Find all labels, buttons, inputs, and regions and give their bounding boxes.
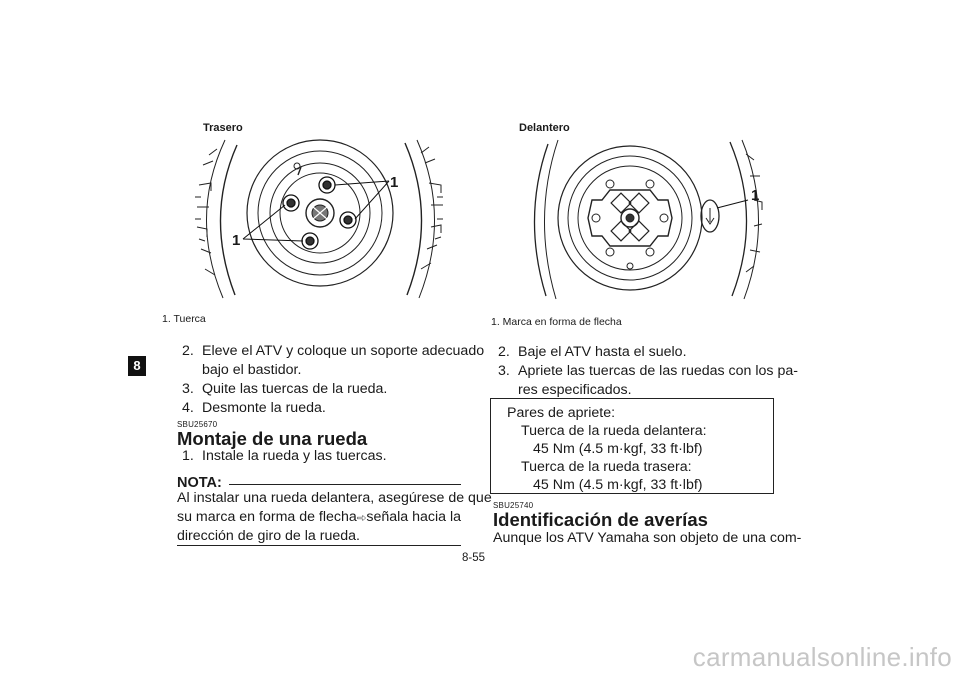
watermark-text: carmanualsonline.info <box>692 642 952 672</box>
section-code: SBU25740 <box>493 501 534 510</box>
section-intro-text: Aunque los ATV Yamaha son objeto de una com- <box>493 530 802 546</box>
nota-divider-bottom <box>177 545 461 546</box>
front-figure-caption: 1. Marca en forma de flecha <box>491 316 622 328</box>
rear-wheel-illustration <box>185 135 455 300</box>
section-heading: Montaje de una rueda <box>177 428 368 449</box>
front-figure-label: Delantero <box>519 122 570 134</box>
nota-text-line-3: dirección de giro de la rueda. <box>177 528 360 544</box>
nota-label: NOTA: <box>177 475 222 491</box>
spec-front-label: Tuerca de la rueda delantera: <box>521 423 707 439</box>
front-wheel-illustration <box>530 134 770 302</box>
spec-front-value: 45 Nm (4.5 m·kgf, 33 ft·lbf) <box>533 441 703 457</box>
arrow-right-icon <box>357 511 367 525</box>
front-callout-arrow-mark: 1 <box>751 187 760 204</box>
nota-divider-top <box>229 484 461 485</box>
section-heading: Identificación de averías <box>493 509 708 530</box>
torque-spec-box <box>490 398 774 494</box>
chapter-tab: 8 <box>128 356 146 376</box>
rear-callout-nut-top: 1 <box>390 174 399 191</box>
page-number: 8-55 <box>462 552 486 564</box>
rear-figure-caption: 1. Tuerca <box>162 313 206 325</box>
spec-rear-label: Tuerca de la rueda trasera: <box>521 459 692 475</box>
spec-rear-value: 45 Nm (4.5 m·kgf, 33 ft·lbf) <box>533 477 703 493</box>
nota-text-line-2: su marca en forma de flecha señala hacia la <box>177 509 461 525</box>
rear-figure-label: Trasero <box>203 122 243 134</box>
nota-text-line-1: Al instalar una rueda delantera, asegúrese de que <box>177 490 492 506</box>
spec-title: Pares de apriete: <box>507 405 616 421</box>
rear-callout-nut-bottom: 1 <box>232 232 241 249</box>
section-code: SBU25670 <box>177 420 218 429</box>
